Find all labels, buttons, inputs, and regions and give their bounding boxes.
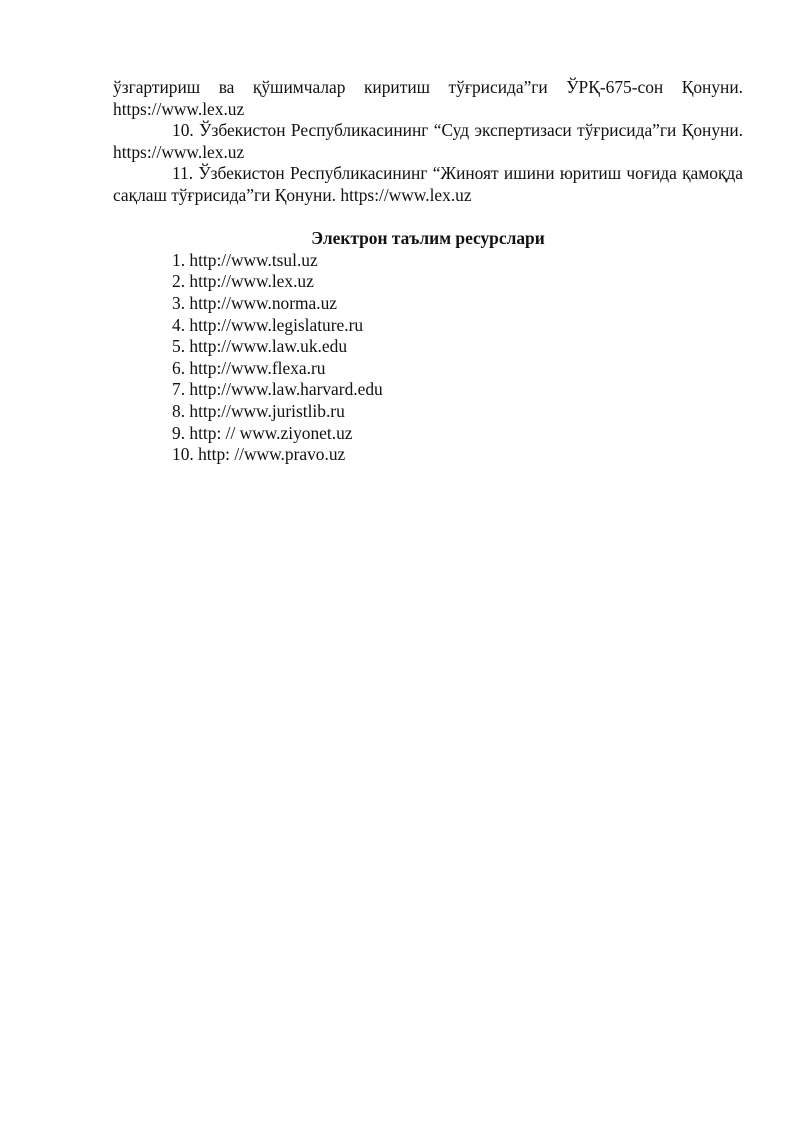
section-spacer	[113, 207, 743, 229]
document-page	[113, 77, 743, 466]
resource-item: 5. http://www.law.uk.edu	[172, 336, 348, 357]
resource-item: 6. http://www.flexa.ru	[172, 357, 326, 378]
reference-continuation: ўзгартириш ва қўшимчалар киритиш тўғрисида”ги ЎРҚ-675-сон Қонуни. https://www.lex.uz	[113, 77, 743, 119]
resources-list	[113, 250, 743, 466]
reference-item-10: 10. Ўзбекистон Республикасининг “Суд экспертизаси тўғрисида”ги Қонуни. https://www.lex.uz	[113, 120, 743, 162]
reference-item-11: 11. Ўзбекистон Республикасининг “Жиноят ишини юритиш чоғида қамоқда сақлаш тўғрисида”ги Қонуни. https://www.lex.uz	[113, 163, 743, 205]
resources-heading: Электрон таълим ресурслари	[311, 228, 545, 249]
resource-item: 9. http: // www.ziyonet.uz	[172, 422, 353, 443]
resource-item: 10. http: //www.pravo.uz	[172, 444, 346, 465]
resource-item: 1. http://www.tsul.uz	[172, 249, 318, 270]
resource-item: 8. http://www.juristlib.ru	[172, 400, 345, 421]
resource-item: 2. http://www.lex.uz	[172, 271, 314, 292]
resource-item: 3. http://www.norma.uz	[172, 292, 338, 313]
resource-item: 7. http://www.law.harvard.edu	[172, 379, 383, 400]
resource-item: 4. http://www.legislature.ru	[172, 314, 364, 335]
